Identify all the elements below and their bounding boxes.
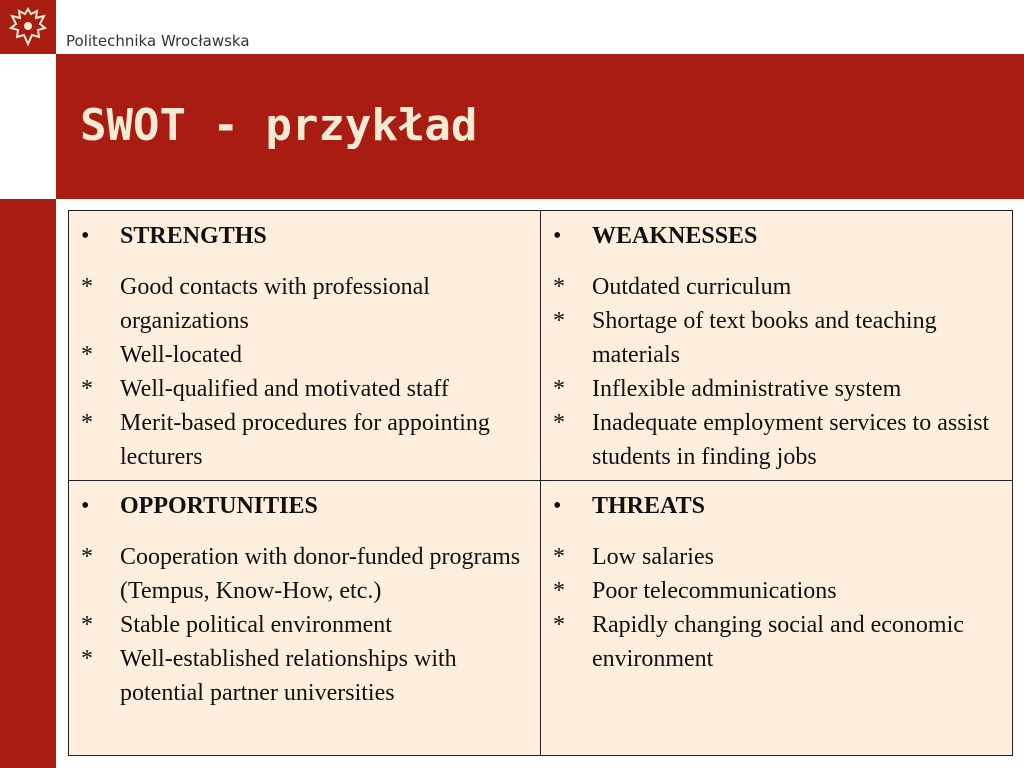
list-item: * Stable political environment (81, 612, 392, 638)
bullet-icon: • (553, 223, 562, 249)
strengths-cell (69, 211, 541, 481)
list-item: * Good contacts with professional organizations (81, 274, 430, 334)
bullet-icon: • (553, 493, 562, 519)
list-item: * Rapidly changing social and economic environment (553, 612, 964, 672)
list-item: * Well-qualified and motivated staff (81, 376, 449, 402)
page-title: SWOT - przykład (80, 100, 478, 151)
strengths-heading: STRENGTHS (120, 223, 267, 249)
swot-table (68, 210, 1013, 756)
list-item: * Shortage of text books and teaching materials (553, 308, 937, 368)
list-item: * Cooperation with donor-funded programs (Tempus, Know-How, etc.) (81, 544, 521, 604)
opportunities-heading: OPPORTUNITIES (120, 493, 318, 519)
list-item: * Well-located (81, 342, 243, 368)
list-item: * Merit-based procedures for appointing lecturers (81, 410, 490, 470)
left-accent-strip (0, 199, 56, 768)
bullet-icon: • (81, 493, 90, 519)
list-item: * Inadequate employment services to assist students in finding jobs (553, 410, 990, 470)
list-item: * Inflexible administrative system (553, 376, 902, 402)
eagle-crest-icon (7, 6, 49, 48)
bullet-icon: • (81, 223, 90, 249)
list-item: * Well-established relationships with potential partner universities (81, 646, 457, 706)
list-item: * Outdated curriculum (553, 274, 792, 300)
university-name: Politechnika Wrocławska (66, 32, 250, 50)
list-item: * Poor telecommunications (553, 578, 837, 604)
opportunities-cell (69, 481, 541, 756)
weaknesses-heading: WEAKNESSES (592, 223, 758, 249)
threats-cell (541, 481, 1013, 756)
list-item: * Low salaries (553, 544, 714, 570)
university-logo (0, 0, 56, 54)
threats-heading: THREATS (592, 493, 705, 519)
title-bar (56, 54, 1024, 199)
weaknesses-cell (541, 211, 1013, 481)
